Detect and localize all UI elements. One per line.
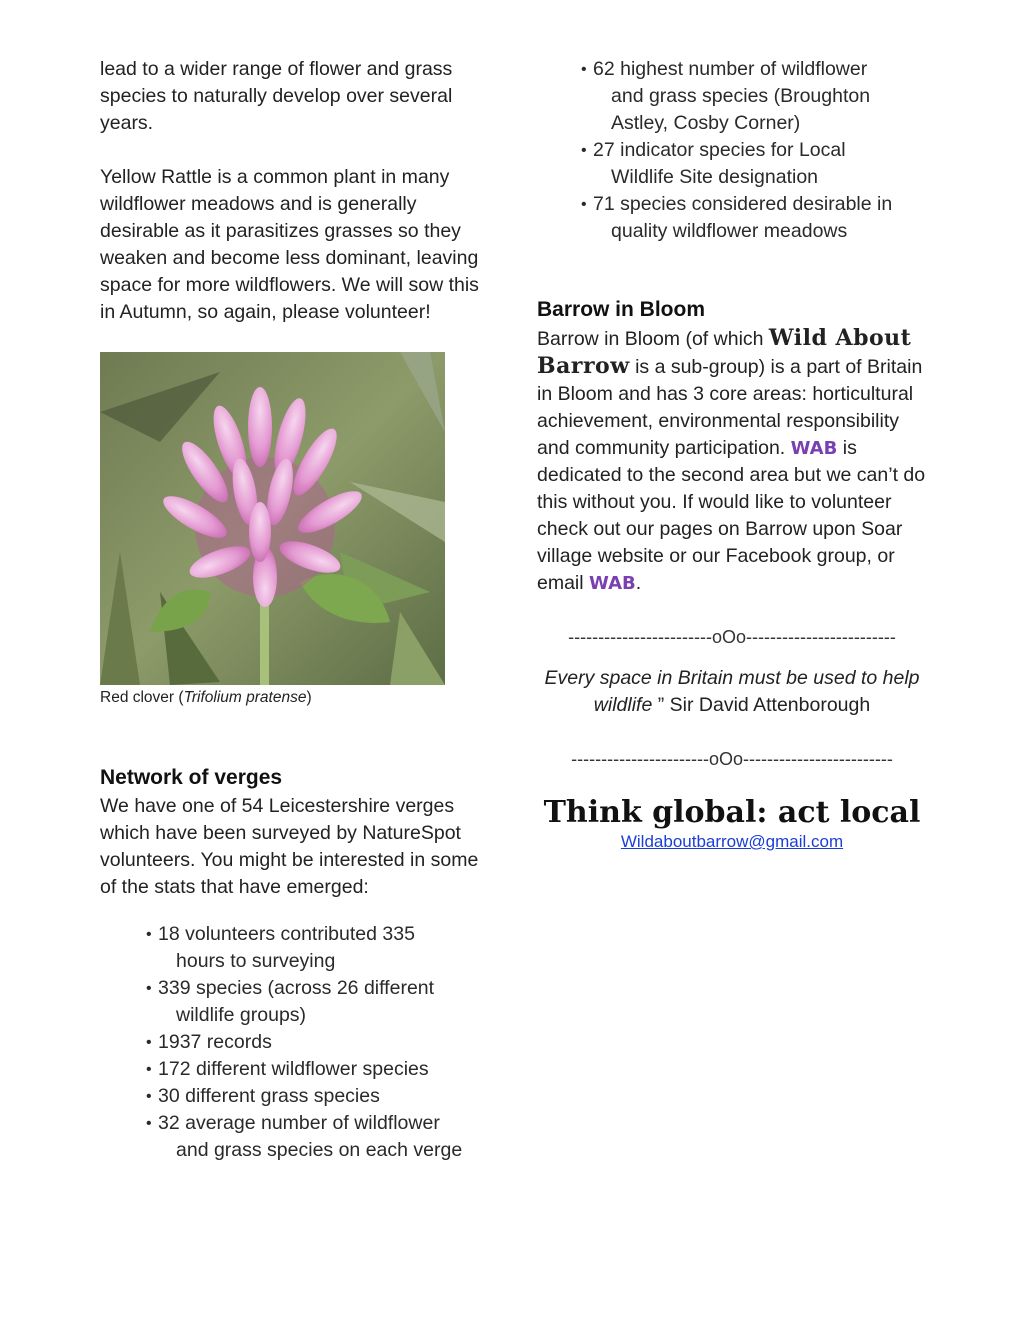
bullet-icon: • [146,1061,152,1078]
red-clover-photo [100,352,445,685]
stat-text: Wildlife Site designation [611,166,819,188]
photo-caption [100,687,480,709]
caption-latin-name: Trifolium pratense [183,689,307,706]
stat-text: 27 indicator species for Local [593,139,846,161]
stat-list-item [148,975,480,1029]
quote-attribution: ” Sir David Attenborough [652,694,871,716]
stat-list-item [148,921,480,975]
stat-text: 339 species (across 26 different [158,977,435,999]
stat-list-item [148,1029,480,1056]
caption-text: Red clover ( [100,689,184,706]
bullet-icon: • [581,196,587,213]
verges-paragraph: We have one of 54 Leicestershire verges which have been surveyed by NatureSpot volunteers. You might be interested in some of the stats that have emerged: [100,795,479,898]
bullet-icon: • [146,1088,152,1105]
bullet-icon: • [146,980,152,997]
verges-heading: Network of verges [100,766,283,789]
stat-text: hours to surveying [176,950,336,972]
stat-text: wildlife groups) [176,1004,307,1026]
email-link[interactable]: Wildaboutbarrow@gmail.com [620,832,844,851]
bloom-text: Barrow in Bloom (of which [537,328,769,350]
stat-text: and grass species on each verge [176,1139,463,1161]
stat-text: 1937 records [158,1031,272,1053]
right-column [537,56,927,853]
bullet-icon: • [581,61,587,78]
left-column [100,56,480,1164]
wild-about-barrow-brand: Wild About Barrow [537,325,912,379]
section-divider: ------------------------oOo------------------------- [568,627,896,647]
bullet-icon: • [146,1115,152,1132]
bloom-text: . [635,572,642,594]
verge-stats-list [148,921,480,1164]
bullet-icon: • [146,926,152,943]
stat-text: quality wildflower meadows [611,220,848,242]
stat-text: 172 different wildflower species [158,1058,429,1080]
bloom-paragraph [537,325,927,597]
wab-logo-text: WAB [790,438,838,459]
bullet-icon: • [581,142,587,159]
bullet-icon: • [146,1034,152,1051]
stat-list-item [583,191,927,245]
stat-text: and grass species (Broughton [611,85,871,107]
stat-text: 30 different grass species [158,1085,380,1107]
section-divider: -----------------------oOo------------------------- [571,749,893,769]
stat-list-item [583,56,927,137]
verge-stats-list-continued [583,56,927,245]
quote-text: Every space in Britain must be used to help wildlife [544,667,920,716]
yellow-rattle-paragraph: Yellow Rattle is a common plant in many wildflower meadows and is generally desirable as it parasitizes grasses so they weaken and become less dominant, leaving space for more wildflowers. We will sow this in Autumn, so again, please volunteer! [100,166,479,323]
bloom-text: is dedicated to the second area but we can’t do this without you. If would like to volunteer check out our pages on Barrow upon Soar village website or our Facebook group, or email [537,437,926,594]
stat-list-item [148,1056,480,1083]
stat-text: 18 volunteers contributed 335 [158,923,415,945]
stat-list-item [583,137,927,191]
stat-text: 71 species considered desirable in [593,193,893,215]
slogan: Think global: act local [543,795,921,830]
intro-paragraph: lead to a wider range of flower and grass species to naturally develop over several years. [100,58,453,134]
stat-text: 62 highest number of wildflower [593,58,868,80]
stat-list-item [148,1083,480,1110]
stat-text: 32 average number of wildflower [158,1112,440,1134]
bloom-heading: Barrow in Bloom [537,298,706,321]
caption-close: ) [306,689,312,706]
bloom-text: is a sub-group) is a part of Britain in Bloom and has 3 core areas: horticultural achievement, environmental responsibility and community participation. [537,356,923,459]
attenborough-quote [537,665,927,719]
stat-text: Astley, Cosby Corner) [611,112,801,134]
stat-list-item [148,1110,480,1164]
wab-logo-text: WAB [589,573,636,594]
